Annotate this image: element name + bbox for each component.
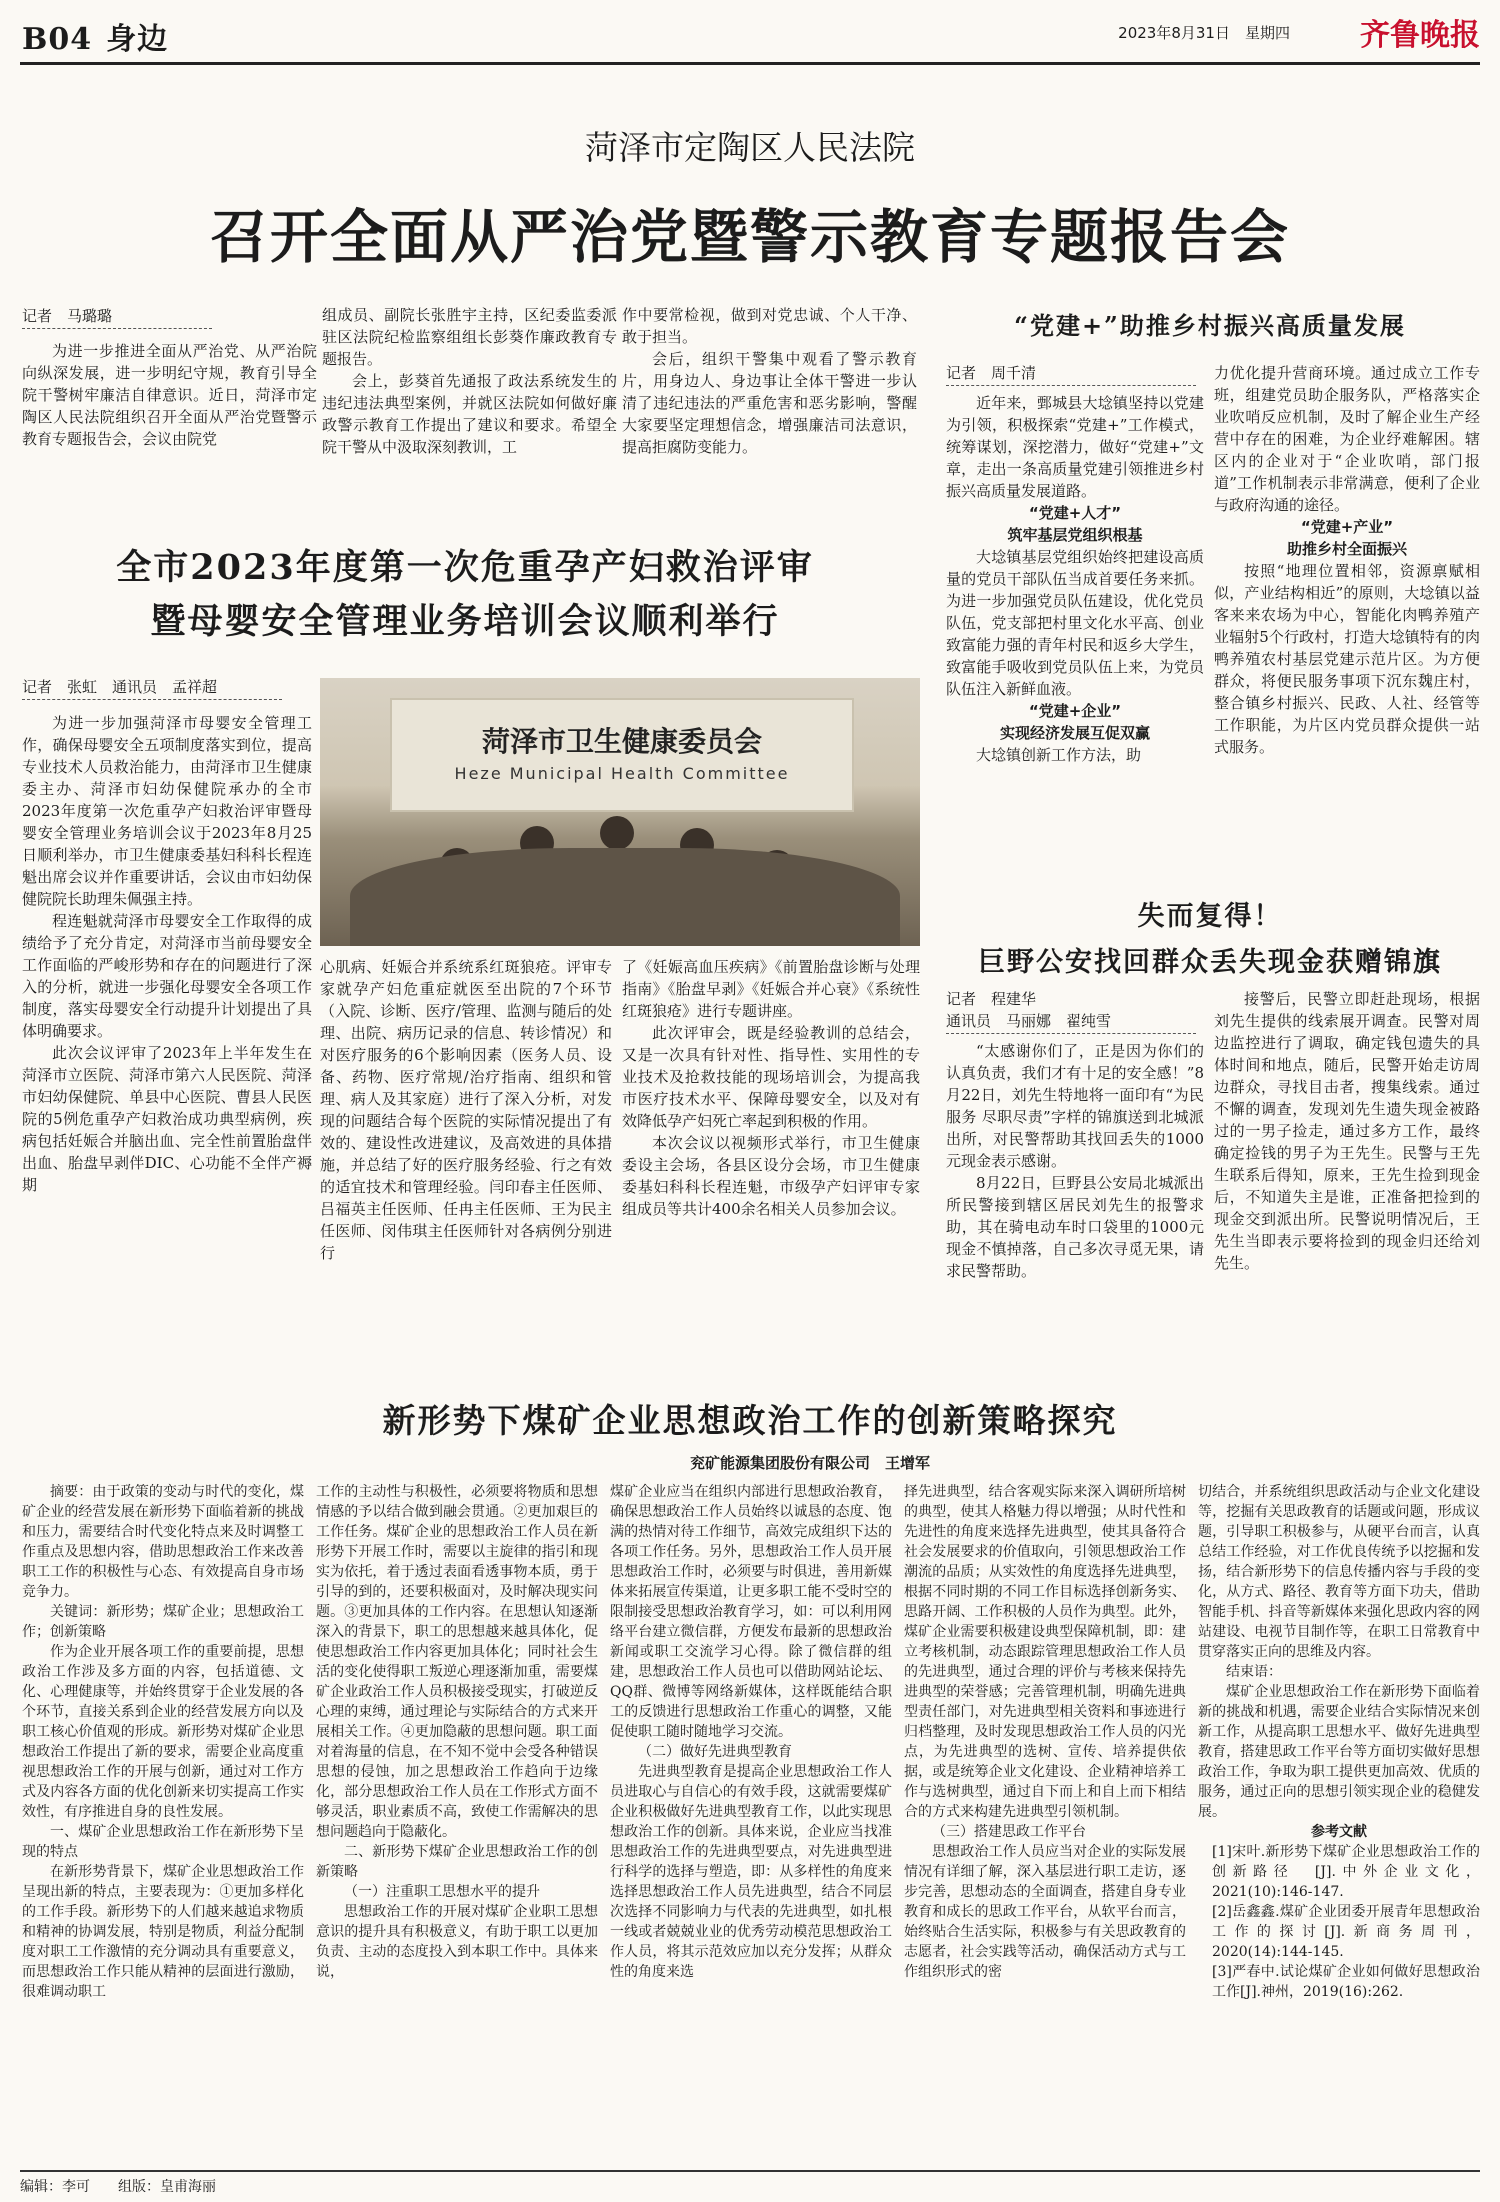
a5-col5: 切结合，并系统组织思政活动与企业文化建设等，挖掘有关思政教育的话题或问题，形成议题，引导职工积极参与，从硬平台而言，认真总结工作经验，对工作优良传统予以挖掘和发扬，结合新形势下的信息传播内容与手段的变化，从方式、路径、教育等方面下功夫，借助智能手机、抖音等新媒体来强化思政内容的网站建设、电视节目制作等，在职工日常教育中贯穿落实正向的思维及内容。 结束语： 煤矿企业思想政治工作在新形势下面临着新的挑战和机遇，需要企业结合实际情况来创新工作，从提高职工思想水平、做好先进典型教育，搭建思政工作平台等方面切实做好思想政治工作，争取为职工提供更加高效、优质的服务，通过正向的思想引领实现企业的稳健发展。 参考文献 [1]宋叶.新形势下煤矿企业思想政治工作的创新路径 [J].中外企业文化，2021(10):146-147. [2]岳鑫鑫.煤矿企业团委开展青年思想政治工作的探讨[J].新商务周刊，2020(14):144-145. [3]严春中.试论煤矿企业如何做好思想政治工作[J].神州，2019(16):262. [1198, 1484, 1480, 2000]
a4-col1: “太感谢你们了，正是因为你们的认真负责，我们才有十足的安全感！”8月22日，刘先生特地将一面印有“为民服务 尽职尽责”字样的锦旗送到北城派出所，对民警帮助其找回丢失的1000元现金表示感谢。 8月22日，巨野县公安局北城派出所民警接到辖区居民刘先生的报警求助，其在骑电动车时口袋里的1000元现金不慎掉落，自己多次寻觅无果，请求民警帮助。 [946, 1042, 1204, 1280]
a3-col1: 近年来，鄄城县大埝镇坚持以党建为引领，积极探索“党建+”工作模式，统筹谋划，深挖潜力，做好“党建+”文章，走出一条高质量党建引领推进乡村振兴高质量发展道路。 “党建+人才” 筑牢基层党组织根基 大埝镇基层党组织始终把建设高质量的党员干部队伍当成首要任务来抓。为进一步加强党员队伍建设，优化党员队伍，党支部把村里文化水平高、创业致富能力强的青年村民和返乡大学生，致富能手吸收到党员队伍上来，为党员队伍注入新鲜血液。 “党建+企业” 实现经济发展互促双赢 大埝镇创新工作方法，助 [946, 394, 1204, 764]
a5-author: 兖矿能源集团股份有限公司 王增军 [690, 1454, 931, 1472]
a2-col3: 了《妊娠高血压疾病》《前置胎盘诊断与处理指南》《胎盘早剥》《妊娠合并心衰》《系统性红斑狼疮》进行专题讲座。 此次评审会，既是经验教训的总结会，又是一次具有针对性、指导性、实用性的专业技术及抢救技能的现场培训会，为提高我市医疗技术水平、保障母婴安全，以及对有效降低孕产妇死亡率起到积极的作用。 本次会议以视频形式举行，市卫生健康委设主会场，各县区设分会场，市卫生健康委基妇科科长程连魁，市级孕产妇评审专家组成员等共计400余名相关人员参加会议。 [622, 958, 920, 1218]
newspaper-logo: 齐鲁晚报 [1360, 18, 1480, 53]
a4-title-line2: 巨野公安找回群众丢失现金获赠锦旗 [978, 947, 1442, 978]
photo-backdrop [390, 698, 854, 812]
section-name: 身边 [106, 22, 169, 57]
page-footer [20, 2170, 1480, 2196]
page-header [22, 14, 168, 58]
layout-credit: 组版：皇甫海丽 [118, 2179, 216, 2195]
page-number: B04 [22, 22, 93, 57]
a2-col2: 心肌病、妊娠合并系统系红斑狼疮。评审专家就孕产妇危重症就医至出院的7个环节（入院、诊断、医疗/管理、监测与随后的处理、出院、病历记录的信息、转诊情况）和对医疗服务的6个影响因素（医务人员、设备、药物、医疗常规/治疗指南、组织和管理、病人及其家庭）进行了深入分析，对发现的问题结合每个医院的实际情况提出了有效的、建设性改进建议，及高效进的具体措施，并总结了好的医疗服务经验、行之有效的适宜技术和管理经验。闫印春主任医师、吕福英主任医师、任冉主任医师、王为民主任医师、闵伟琪主任医师针对各病例分别进行 [320, 958, 612, 1262]
a4-title-line1: 失而复得！ [1137, 901, 1283, 932]
photo-board-text: 菏泽市卫生健康委员会 [481, 725, 762, 758]
editor-credit: 编辑：李可 [20, 2179, 90, 2195]
a3-byline: 记者 周千清 [946, 362, 1196, 386]
a1-byline: 记者 马璐璐 [22, 305, 212, 329]
a5-col2: 工作的主动性与积极性，必须要将物质和思想情感的予以结合做到融会贯通。②更加艰巨的工作任务。煤矿企业的思想政治工作人员在新形势下开展工作时，需要以主旋律的指引和现实为依托，着于透过表面看透事物本质，勇于引导的到的，还要积极面对，及时解决现实问题。③更加具体的工作内容。在思想认知逐渐深入的背景下，职工的思想越来越具体化，促使思想政治工作内容更加具体化；同时社会生活的变化使得职工叛逆心理逐渐加重，需要煤矿企业政治工作人员积极接受现实，打破逆反心理的束缚，通过理论与实际结合的方式来开展相关工作。④更加隐蔽的思想问题。职工面对着海量的信息，在不知不觉中会受各种错误思想的侵蚀，加之思想政治工作趋向于边缘化，部分思想政治工作人员在工作形式方面不够灵活，职业素质不高，致使工作需解决的思想问题趋向于隐蔽化。 二、新形势下煤矿企业思想政治工作的创新策略 （一）注重职工思想水平的提升 思想政治工作的开展对煤矿企业职工思想意识的提升具有积极意义，有助于职工以更加负责、主动的态度投入到本职工作中。具体来说， [316, 1484, 598, 1980]
a3-title: “党建+”助推乡村振兴高质量发展 [1014, 311, 1406, 340]
a1-col3: 作中要常检视，做到对党忠诚、个人干净、敢于担当。 会后，组织干警集中观看了警示教育片，用身边人、身边事让全体干警进一步认清了违纪违法的严重危害和恶劣影响，警醒大家要坚定理想信念，增强廉洁司法意识，提高拒腐防变能力。 [622, 306, 917, 456]
a1-title: 召开全面从严治党暨警示教育专题报告会 [209, 203, 1290, 271]
a5-col1: 摘要：由于政策的变动与时代的变化，煤矿企业的经营发展在新形势下面临着新的挑战和压力，需要结合时代变化特点来及时调整工作重点及思想内容，借助思想政治工作来改善职工工作的积极性与心态、有效提高自身市场竞争力。 关键词：新形势；煤矿企业；思想政治工作；创新策略 作为企业开展各项工作的重要前提，思想政治工作涉及多方面的内容，包括道德、文化、心理健康等，并始终贯穿于企业发展的各个环节，直接关系到企业的经营发展方向以及职工核心价值观的形成。新形势对煤矿企业思想政治工作提出了新的要求，需要企业高度重视思想政治工作的开展与创新，通过对工作方式及内容各方面的优化创新来切实提高工作实效性，有序推进自身的良性发展。 一、煤矿企业思想政治工作在新形势下呈现的特点 在新形势背景下，煤矿企业思想政治工作呈现出新的特点，主要表现为：①更加多样化的工作手段。新形势下的人们越来越追求物质和精神的协调发展，特别是物质，利益分配制度对职工工作激情的充分调动具有重要意义，而思想政治工作只能从精神的层面进行激励，很难调动职工 [22, 1484, 304, 2000]
a5-title: 新形势下煤矿企业思想政治工作的创新策略探究 [382, 1401, 1118, 1440]
a4-byline-correspondents: 通讯员 马丽娜 翟纯雪 [946, 1010, 1196, 1034]
a5-col4: 择先进典型，结合客观实际来深入调研所培树的典型，使其人格魅力得以增强；从时代性和先进性的角度来选择先进典型，使其具备符合社会发展要求的价值取向，引领思想政治工作潮流的品质；从实效性的角度选择先进典型，根据不同时期的不同工作目标选择创新务实、思路开阔、工作积极的人员作为典型。此外，煤矿企业需要积极建设典型保障机制，即：建立考核机制，动态跟踪管理思想政治工作人员的先进典型，通过合理的评价与考核来保持先进典型的荣誉感；完善管理机制，明确先进典型责任部门，对先进典型相关资料和事迹进行归档整理，及时发现思想政治工作人员的闪光点，为先进典型的选树、宣传、培养提供依据，或是统筹企业文化建设、企业精神培养工作与选树典型，通过自下而上和自上而下相结合的方式来构建先进典型引领机制。 （三）搭建思政工作平台 思想政治工作人员应当对企业的实际发展情况有详细了解，深入基层进行职工走访，逐步完善，思想动态的全面调查，搭建自身专业教育和成长的思政工作平台，从软平台而言，始终贴合生活实际，积极参与有关思政教育的志愿者，社会实践等活动，确保活动方式与工作组织形式的密 [904, 1484, 1186, 1980]
a4-byline-reporter: 记者 程建华 [946, 990, 1037, 1008]
a5-col3: 煤矿企业应当在组织内部进行思想政治教育，确保思想政治工作人员始终以诚恳的态度、饱满的热情对待工作细节，高效完成组织下达的各项工作任务。另外，思想政治工作人员开展思想政治工作时，必须要与时俱进，善用新媒体来拓展宣传渠道，让更多职工能不受时空的限制接受思想政治教育学习，如：可以利用网络平台建立微信群，方便发布最新的思想政治新闻或职工交流学习心得。除了微信群的组建，思想政治工作人员也可以借助网站论坛、QQ群、微博等网络新媒体，这样既能结合职工的反馈进行思想政治工作重心的调整，又能促使职工随时随地学习交流。 （二）做好先进典型教育 先进典型教育是提高企业思想政治工作人员进取心与自信心的有效手段，这就需要煤矿企业积极做好先进典型教育工作，以此实现思想政治工作的创新。具体来说，企业应当找准思想政治工作的先进典型要点，对先进典型进行科学的选择与塑造，即：从多样性的角度来选择思想政治工作人员先进典型，结合不同层次选择不同影响力与代表的先进典型，如扎根一线或者兢兢业业的优秀劳动模范思想政治工作人员，将其示范效应加以充分发挥；从群众性的角度来选 [610, 1484, 892, 1980]
a1-col1: 为进一步推进全面从严治党、从严治院向纵深发展，进一步明纪守规，教育引导全院干警树牢廉洁自律意识。近日，菏泽市定陶区人民法院组织召开全面从严治党暨警示教育专题报告会，会议由院党 [22, 342, 317, 448]
a2-byline: 记者 张虹 通讯员 孟祥超 [22, 676, 282, 700]
a1-kicker: 菏泽市定陶区人民法院 [585, 128, 915, 167]
header-rule [20, 62, 1480, 65]
photo-board-english: Heze Municipal Health Committee [454, 764, 790, 783]
a1-col2: 组成员、副院长张胜宇主持，区纪委监委派驻区法院纪检监察组组长彭葵作廉政教育专题报告。 会上，彭葵首先通报了政法系统发生的违纪违法典型案例，并就区法院如何做好廉政警示教育工作提出了建议和要求。希望全院干警从中汲取深刻教训，工 [322, 306, 617, 456]
a2-meeting-photo [320, 678, 920, 946]
photo-conference-table [350, 848, 900, 946]
a3-col2: 力优化提升营商环境。通过成立工作专班，组建党员助企服务队，严格落实企业吹哨反应机制，及时了解企业生产经营中存在的困难，为企业纾难解困。辖区内的企业对于“企业吹哨，部门报道”工作机制表示非常满意，便利了企业与政府沟通的途径。 “党建+产业” 助推乡村全面振兴 按照“地理位置相邻，资源禀赋相似，产业结构相近”的原则，大埝镇以益客来来农场为中心，智能化肉鸭养殖产业辐射5个行政村，打造大埝镇特有的肉鸭养殖农村基层党建示范片区。为方便群众，将便民服务事项下沉东魏庄村，整合镇乡村振兴、民政、人社、经管等工作职能，为片区内党员群众提供一站式服务。 [1214, 364, 1480, 756]
a2-title-line2: 暨母婴安全管理业务培训会议顺利举行 [150, 601, 780, 642]
photo-person [600, 816, 634, 850]
a4-col2: 接警后，民警立即赶赴现场，根据刘先生提供的线索展开调查。民警对周边监控进行了调取，确定钱包遗失的具体时间和地点，随后，民警开始走访周边群众，寻找目击者，搜集线索。通过不懈的调查，发现刘先生遗失现金被路过的一男子捡走，通过多方工作，最终确定捡钱的男子为王先生。民警与王先生联系后得知，原来，王先生捡到现金后，不知道失主是谁，正准备把捡到的现金交到派出所。民警说明情况后，王先生当即表示要将捡到的现金归还给刘先生。 [1214, 990, 1480, 1272]
a2-title-line1: 全市2023年度第一次危重孕产妇救治评审 [116, 547, 814, 588]
a2-col1: 为进一步加强菏泽市母婴安全管理工作，确保母婴安全五项制度落实到位，提高专业技术人员救治能力，由菏泽市卫生健康委主办、菏泽市妇幼保健院承办的全市2023年度第一次危重孕产妇救治评审暨母婴安全管理业务培训会议于2023年8月25日顺利举办，市卫生健康委基妇科科长程连魁出席会议并作重要讲话，会议由市妇幼保健院院长助理朱佩强主持。 程连魁就菏泽市母婴安全工作取得的成绩给予了充分肯定，对菏泽市当前母婴安全工作面临的严峻形势和存在的问题进行了深入的分析，就进一步强化母婴安全各项工作制度，落实母婴安全行动提升计划提出了具体明确要求。 此次会议评审了2023年上半年发生在菏泽市立医院、菏泽市第六人民医院、菏泽市妇幼保健院、单县中心医院、曹县人民医院的5例危重孕产妇救治成功典型病例，疾病包括妊娠合并脑出血、完全性前置胎盘伴出血、胎盘早剥伴DIC、心功能不全伴产褥期 [22, 714, 312, 1194]
issue-date: 2023年8月31日 星期四 [1118, 24, 1290, 42]
